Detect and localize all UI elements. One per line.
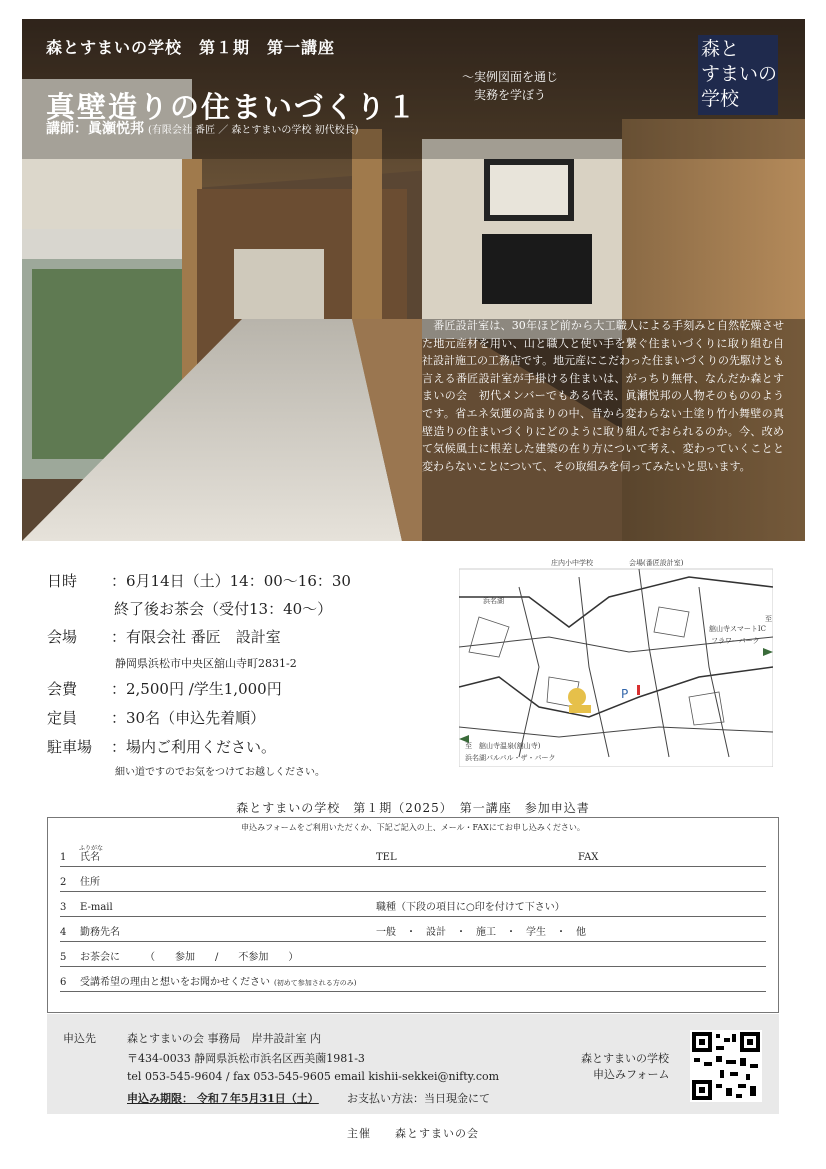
parking-mark: P — [621, 687, 629, 701]
series-heading: 森とすまいの学校 第１期 第一講座 — [46, 38, 336, 57]
page-subtitle — [450, 68, 570, 104]
form-link-label-1: 森とすまいの学校 — [581, 1052, 669, 1065]
row-num: 6 — [60, 977, 67, 988]
date-row — [47, 570, 351, 591]
apply-address: 〒434-0033 静岡県浜松市浜名区西美薗1981-3 — [127, 1052, 365, 1065]
row-num: 4 — [60, 927, 67, 938]
page-title: 真壁造りの住まいづくり１ — [46, 90, 419, 124]
map-label-ic-3: フラワーパーク — [711, 637, 760, 645]
capacity-label: 定員 — [47, 709, 78, 727]
parking-value: ：場内ご利用ください。 — [111, 738, 277, 756]
logo-line-3: 学校 — [701, 88, 740, 110]
reason-note: (初めて参加される方のみ) — [274, 979, 357, 987]
venue-address: 静岡県浜松市中央区舘山寺町2831-2 — [115, 657, 297, 670]
lecturer-name: 講師：眞瀬悦邦 — [46, 121, 144, 137]
fee-label: 会費 — [47, 680, 78, 698]
row-num: 1 — [60, 852, 67, 863]
form-intro: 申込みフォームをご利用いただくか、下記ご記入の上、メール・FAXにてお申し込みください。 — [241, 823, 585, 832]
venue-row — [47, 626, 281, 647]
date-label: 日時 — [47, 572, 78, 590]
application-contact — [47, 1014, 779, 1114]
form-row-email[interactable] — [60, 898, 766, 917]
map-label-ic-2: 舘山寺スマートIC — [709, 625, 766, 633]
map-label-lake: 浜名湖 — [483, 597, 504, 605]
application-form — [47, 817, 779, 1013]
row-label-fax: FAX — [578, 852, 599, 863]
form-row-employer[interactable] — [60, 923, 766, 942]
venue-label: 会場 — [47, 628, 78, 646]
hero-photo-banner — [22, 19, 805, 541]
form-row-reason[interactable] — [60, 973, 766, 992]
apply-label: 申込先 — [63, 1032, 96, 1045]
apply-office: 森とすまいの会 事務局 岸井設計室 内 — [127, 1032, 321, 1045]
venue-marker — [568, 688, 586, 706]
organizer: 主催 森とすまいの会 — [347, 1127, 479, 1140]
logo-line-1: 森と — [701, 38, 740, 60]
fee-row — [47, 678, 282, 699]
access-map — [459, 557, 773, 767]
map-label-school: 庄内小中学校 — [551, 559, 593, 567]
parking-label: 駐車場 — [47, 738, 93, 756]
row-label-name: 氏名 — [80, 852, 100, 863]
row-label-reason — [80, 973, 356, 988]
map-label-venue: 会場(番匠設計室) — [629, 559, 684, 567]
event-description: 番匠設計室は、30年ほど前から大工職人による手刻みと自然乾燥させた地元産材を用い、山と職人と使い手を繋ぐ住まいづくりに取り組む自社設計施工の工務店です。地元産にこだわった住まいづくりの先駆けとも言える番匠設計室が手掛ける住まいは、がっちり無骨、なんだか森とすまいの会 初代メンバーでもある代表、眞瀬悦邦の人物そのもののようです。省エネ気運の高まりの中、昔から変わらない土塗り竹小舞壁の真壁造りの住まいづくりにどのように取り組んでおられるのか。今、改めて気候風土に根差した建築の在り方について考え、変わっていくことと変わらないことについて、その取組みを伺ってみたいと思います。 — [422, 319, 785, 473]
apply-payment: お支払い方法：当日現金にて — [347, 1092, 490, 1105]
logo-line-2: すまいの — [701, 63, 778, 85]
map-label-ic-1: 至 — [765, 615, 772, 623]
parking-note: 細い道ですのでお気をつけてお越しください。 — [115, 767, 325, 778]
row-label-address: 住所 — [80, 877, 100, 888]
reason-label: 受講希望の理由と想いをお聞かせください — [80, 977, 270, 988]
row-label-tel: TEL — [376, 852, 397, 863]
row-label-employer: 勤務先名 — [80, 927, 120, 938]
date-value: ：6月14日（土）14：00〜16：30 — [111, 572, 351, 590]
form-row-address[interactable] — [60, 873, 766, 892]
map-label-bottom-2: 浜名湖パルパル・ザ・パーク — [465, 754, 556, 762]
form-row-tea[interactable] — [60, 948, 766, 967]
furigana-label: ふりがな — [79, 845, 104, 852]
row-label-occupation: 職種（下段の項目に○印を付けて下さい） — [376, 902, 565, 913]
form-title: 森とすまいの学校 第１期（2025） 第一講座 参加申込書 — [236, 801, 590, 815]
school-logo — [698, 35, 778, 115]
lecturer-affiliation: (有限会社 番匠 ／ 森とすまいの学校 初代校長) — [148, 125, 359, 136]
occupation-options[interactable]: 一般 ・ 設計 ・ 施工 ・ 学生 ・ 他 — [376, 927, 586, 938]
fee-value: ：2,500円 /学生1,000円 — [111, 680, 282, 698]
tea-party-options[interactable]: お茶会に （ 参加 / 不参加 ） — [80, 952, 299, 963]
subtitle-line-2: 実務を学ぼう — [473, 88, 546, 102]
form-row-name[interactable] — [60, 848, 766, 867]
subtitle-line-1: 〜実例図面を通じ — [461, 70, 558, 84]
parking-row — [47, 736, 276, 757]
tea-row: 終了後お茶会（受付13：40〜） — [114, 600, 333, 618]
row-label-email: E-mail — [80, 902, 113, 913]
venue-value: ：有限会社 番匠 設計室 — [111, 628, 281, 646]
qr-code-icon[interactable] — [690, 1030, 762, 1102]
form-link-label-2: 申込みフォーム — [593, 1068, 670, 1081]
row-num: 5 — [60, 952, 67, 963]
lecturer — [46, 118, 359, 138]
row-num: 3 — [60, 902, 67, 913]
apply-deadline: 申込み期限： 令和７年5月31日（土） — [127, 1092, 319, 1105]
row-num: 2 — [60, 877, 67, 888]
map-label-bottom-1: 至 舘山寺温泉(舘山寺) — [465, 742, 541, 750]
capacity-value: ：30名（申込先着順） — [111, 709, 266, 727]
capacity-row — [47, 707, 265, 728]
apply-contact[interactable]: tel 053-545-9604 / fax 053-545-9605 email kishii-sekkei@nifty.com — [127, 1070, 500, 1083]
